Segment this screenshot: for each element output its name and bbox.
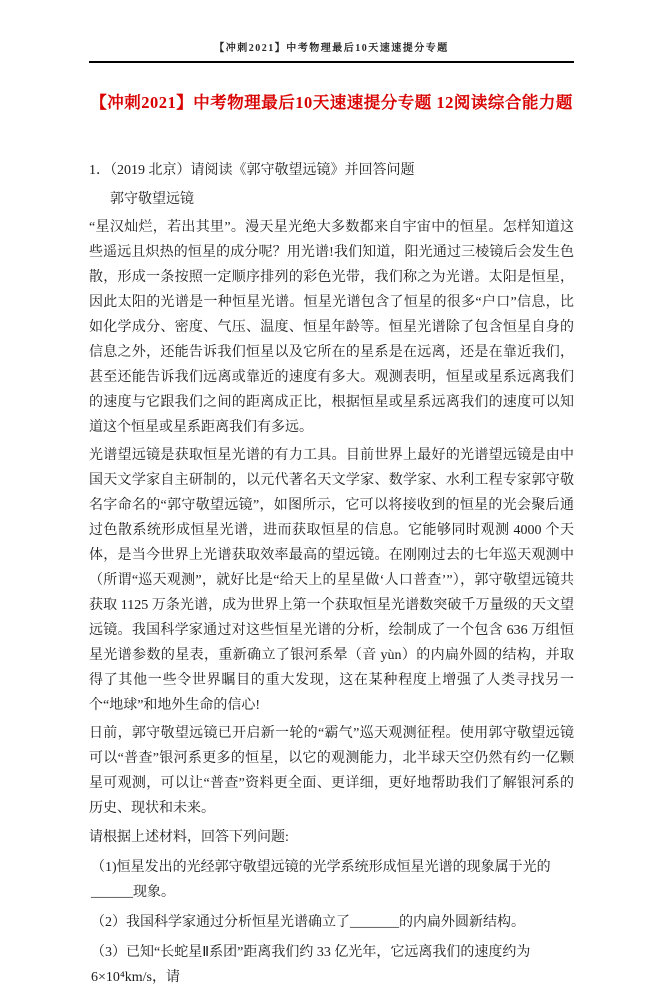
sub-question-1: （1)恒星发出的光经郭守敬望远镜的光学系统形成恒星光谱的现象属于光的______现象。: [91, 860, 551, 900]
page-title: 【冲刺2021】中考物理最后10天速速提分专题 12阅读综合能力题: [90, 93, 573, 112]
article-title: 郭守敬望远镜: [110, 192, 194, 207]
article-paragraph-1: “星汉灿烂，若出其里”。漫天星光绝大多数都来自宇宙中的恒星。怎样知道这些遥远且炽热的恒星的成分呢？用光谱!我们知道，阳光通过三棱镜后会发生色散，形成一条按照一定顺序排列的彩色光带，我们称之为光谱。太阳是恒星，因此太阳的光谱是一种恒星光谱。恒星光谱包含了恒星的很多“户口”信息，比如化学成分、密度、气压、温度、恒星年龄等。恒星光谱除了包含恒星自身的信息之外，还能告诉我们恒星以及它所在的星系是在远离，还是在靠近我们，甚至还能告诉我们远离或靠近的速度有多大。观测表明，恒星或星系远离我们的速度与它跟我们之间的距离成正比，根据恒星或星系远离我们的速度可以知道这个恒星或星系距离我们有多远。: [89, 220, 574, 435]
article-paragraph-2: 光谱望远镜是获取恒星光谱的有力工具。目前世界上最好的光谱望远镜是由中国天文学家自主研制的，以元代著名天文学家、数学家、水利工程专家郭守敬名字命名的“郭守敬望远镜”，如图所示，它可以将接收到的恒星的光会聚后通过色散系统形成恒星光谱，进而获取恒星的信息。它能够同时观测 4000 个天体，是当今世界上光谱获取效率最高的望远镜。在刚刚过去的七年巡天观测中（所谓“巡天观测”，就好比是“给天上的星星做‘人口普查’”），郭守敬望远镜共获取 1125 万条光谱，成为世界上第一个获取恒星光谱数突破千万量级的天文望远镜。我国科学家通过对这些恒星光谱的分析，绘制成了一个包含 636 万组恒星光谱参数的星表，重新确立了银河系晕（音 yùn）的内扁外圆的结构，并取得了其他一些令世界瞩目的重大发现，这在某种程度上增强了人类寻找另一个“地球”和地外生命的信心!: [89, 448, 574, 713]
article-paragraph-3: 日前，郭守敬望远镜已开启新一轮的“霸气”巡天观测征程。使用郭守敬望远镜可以“普查”银河系更多的恒星，以它的观测能力，北半球天空仍然有约一亿颗星可观测，可以让“普查”资料更全面、更详细，更好地帮助我们了解银河系的历史、现状和未来。: [89, 726, 574, 816]
answer-prompt: 请根据上述材料，回答下列问题:: [89, 830, 289, 845]
page-header: [89, 38, 574, 63]
header-text: 【冲刺2021】中考物理最后10天速速提分专题: [214, 43, 449, 54]
question-intro: 1．（2019 北京）请阅读《郭守敬望远镜》并回答问题: [89, 163, 415, 178]
sub-question-2: （2）我国科学家通过分析恒星光谱确立了_______的内扁外圆新结构。: [91, 915, 525, 930]
sub-question-3: （3）已知“长蛇星Ⅱ系团”距离我们约 33 亿光年，它远离我们的速度约为 6×10⁴km/s，请: [91, 945, 531, 985]
